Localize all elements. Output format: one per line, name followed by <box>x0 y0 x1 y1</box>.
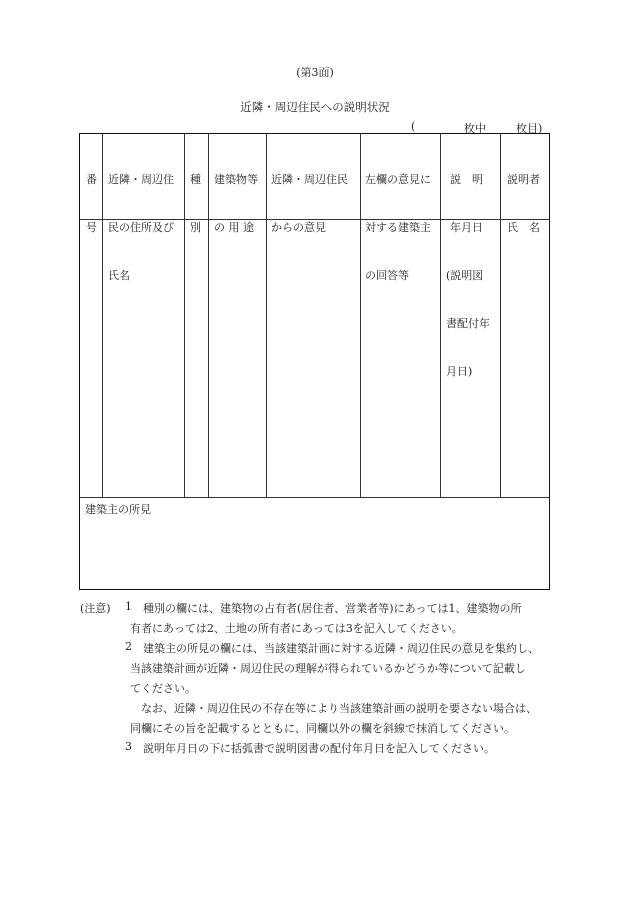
sheet-of-label: 枚中 <box>464 122 486 135</box>
note-3-line-1: 説明年月日の下に括弧書で説明図書の配付年月日を記入してください。 <box>143 742 495 755</box>
note-1-number: 1 <box>125 600 132 613</box>
header-response: 左欄の意見に 対する建築主 の回答等 <box>365 173 431 282</box>
header-explainer: 説明者 氏 名 <box>507 173 540 234</box>
note-3-number: 3 <box>125 740 132 753</box>
note-2-line-5: 同欄にその旨を記載するとともに、同欄以外の欄を斜線で抹消してください。 <box>130 722 515 735</box>
page-number: (第3面) <box>296 66 334 79</box>
note-2-line-2: 当該建築計画が近隣・周辺住民の理解が得られているかどうか等について記載し <box>130 662 526 675</box>
owner-opinion-label: 建築主の所見 <box>85 503 151 516</box>
note-1-line-2: 有者にあっては2、土地の所有者にあっては3を記入してください。 <box>130 622 463 635</box>
header-opinion: 近隣・周辺住民 からの意見 <box>271 173 348 234</box>
header-date: 説 明 年月日 (説明図 書配付年 月日) <box>446 173 490 378</box>
sheet-number-label: 枚目) <box>516 122 543 135</box>
header-resident: 近隣・周辺住 民の住所及び 氏名 <box>108 173 174 282</box>
sheet-open-paren: ( <box>411 120 416 133</box>
explanation-form-table <box>79 133 550 590</box>
note-2-line-1: 建築主の所見の欄には、当該建築計画に対する近隣・周辺住民の意見を集約し、 <box>143 642 539 655</box>
header-use: 建築物等 の 用 途 <box>214 173 258 234</box>
note-2-line-4: なお、近隣・周辺住民の不存在等により当該建築計画の説明を要さない場合は、 <box>130 702 537 715</box>
header-category: 種 別 <box>190 173 201 234</box>
note-2-line-3: てください。 <box>130 682 196 695</box>
notes-prefix: (注意) <box>80 602 111 615</box>
note-2-number: 2 <box>125 640 132 653</box>
document-title: 近隣・周辺住民への説明状況 <box>240 100 390 114</box>
header-number: 番 号 <box>86 173 97 234</box>
note-1-line-1: 種別の欄には、建築物の占有者(居住者、営業者等)にあっては1、建築物の所 <box>143 602 522 615</box>
